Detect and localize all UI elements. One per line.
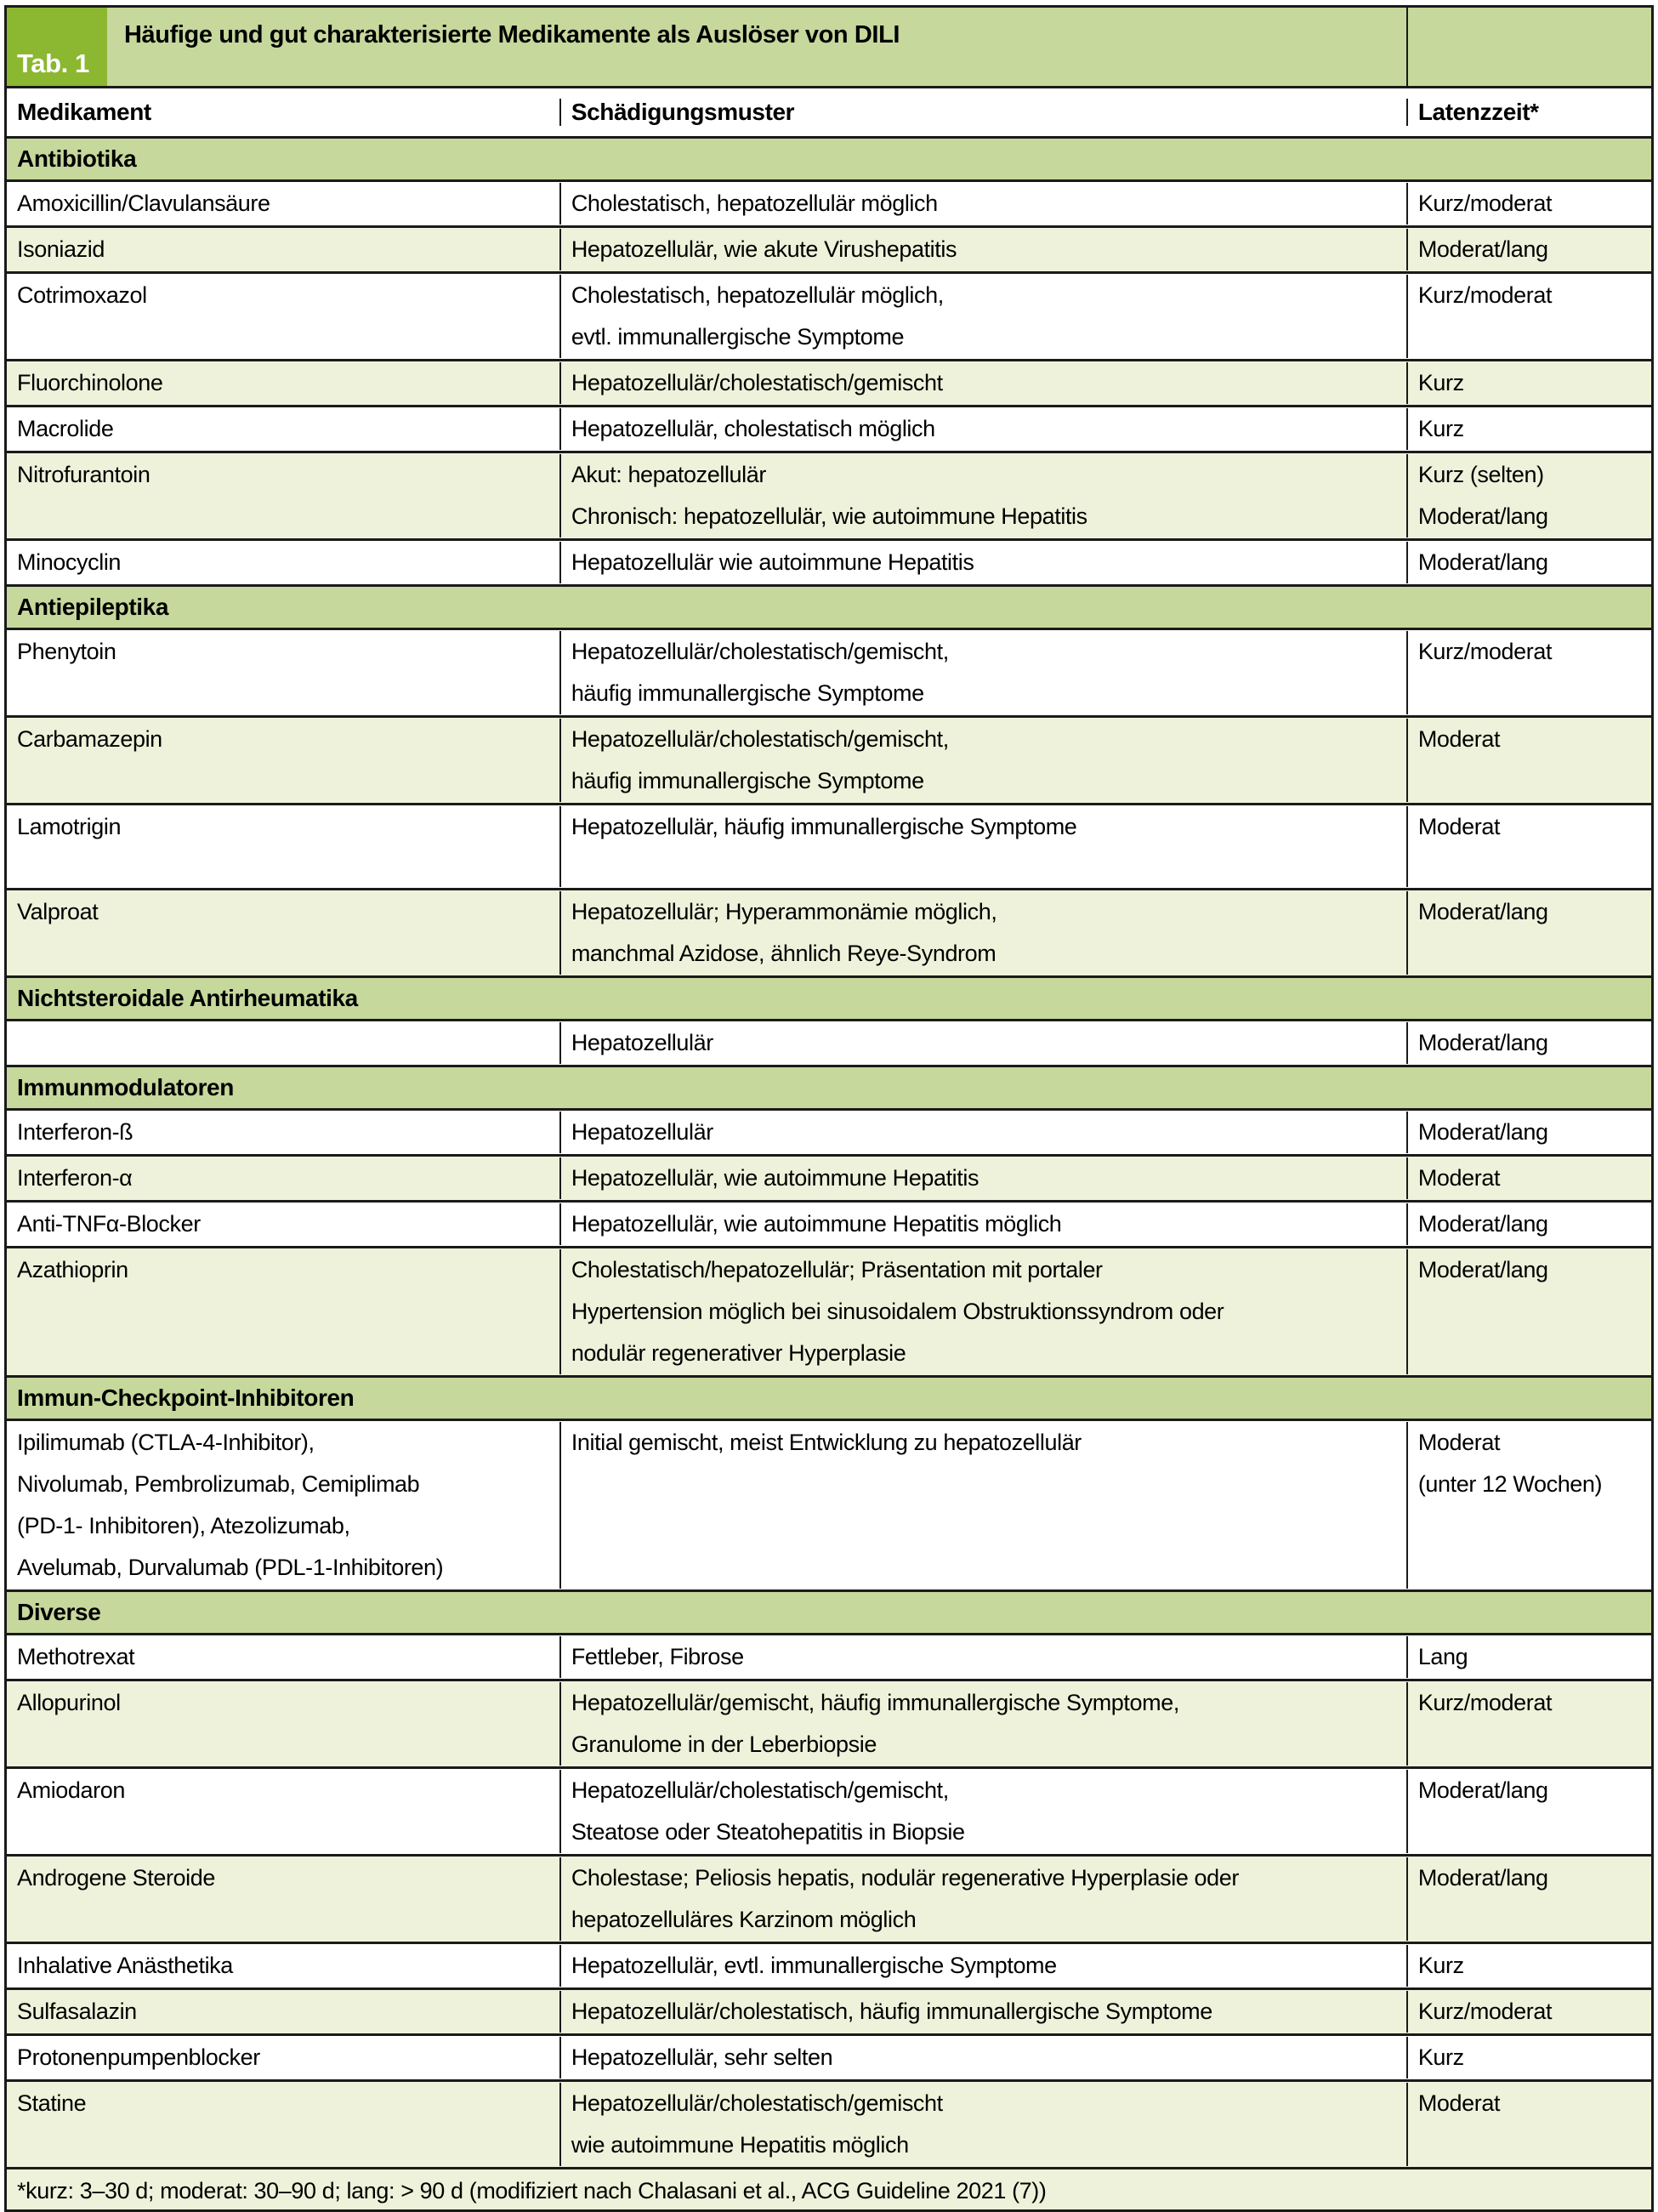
cell-line: Moderat [1417,726,1501,752]
cell-line: Nitrofurantoin [17,462,150,487]
medikament-cell [7,1991,559,2033]
muster-cell [559,2083,1406,2166]
table-row [7,1679,1651,1766]
cell-line: Hepatozellulär, wie autoimmune Hepatitis [571,1165,979,1191]
latenz-cell [1406,1022,1651,1064]
cell-line: Macrolide [17,416,114,441]
muster-cell [559,229,1406,270]
medikament-cell [7,631,559,714]
cell-line: Hepatozellulär [571,1119,713,1145]
table-row [7,1987,1651,2033]
latenz-cell [1406,1857,1651,1941]
section-label: Immunmodulatoren [17,1074,234,1100]
cell-line: Hepatozellulär [571,1030,713,1055]
section-row [7,1589,1651,1633]
table-row [7,179,1651,225]
cell-line: Kurz [1417,370,1464,395]
table-title: Häufige und gut charakterisierte Medikamente als Auslöser von DILI [107,8,1406,86]
section-row [7,1375,1651,1419]
cell-line: Kurz (selten) [1417,462,1544,487]
cell-line: Hepatozellulär, häufig immunallergische Symptome [571,814,1077,839]
muster-cell [559,719,1406,802]
table-row [7,1108,1651,1154]
dili-table [4,5,1654,2212]
cell-line: Moderat/lang [1417,1211,1548,1237]
cell-line: Kurz [1417,2044,1464,2070]
cell-line: Hepatozellulär/cholestatisch/gemischt [571,370,943,395]
section-row [7,136,1651,179]
cell-line: häufig immunallergische Symptome [571,768,924,793]
muster-cell [559,542,1406,583]
cell-line: wie autoimmune Hepatitis möglich [571,2132,909,2158]
muster-cell [559,1422,1406,1589]
table-row [7,359,1651,405]
muster-cell [559,891,1406,975]
muster-cell [559,1682,1406,1766]
tab-badge [7,8,107,86]
cell-line: Isoniazid [17,236,105,262]
table-row [7,888,1651,975]
cell-line: Moderat [1417,1430,1501,1455]
latenz-cell [1406,2037,1651,2078]
latenz-cell [1406,1682,1651,1766]
cell-line: Cotrimoxazol [17,282,147,308]
muster-cell [559,454,1406,537]
latenz-cell [1406,1112,1651,1153]
table-header-band-right [1406,8,1651,86]
latenz-cell [1406,1945,1651,1987]
table-row [7,451,1651,538]
cell-line: Kurz/moderat [1417,1999,1553,2024]
cell-line: evtl. immunallergische Symptome [571,324,905,350]
medikament-cell [7,1203,559,1245]
cell-line: Hepatozellulär, evtl. immunallergische Symptome [571,1953,1057,1978]
medikament-cell [7,891,559,975]
medikament-cell [7,1682,559,1766]
cell-line: Hepatozellulär/cholestatisch/gemischt [571,2090,943,2116]
column-header-medikament: Medikament [17,99,151,125]
table-row [7,803,1651,888]
cell-line: häufig immunallergische Symptome [571,680,924,706]
table-row [7,1200,1651,1246]
cell-line: Phenytoin [17,639,116,664]
cell-line: Carbamazepin [17,726,162,752]
cell-line: Cholestase; Peliosis hepatis, nodulär regenerative Hyperplasie oder [571,1865,1239,1891]
medikament-cell [7,806,559,887]
cell-line: Initial gemischt, meist Entwicklung zu hepatozellulär [571,1430,1082,1455]
muster-cell [559,806,1406,887]
table-row [7,1246,1651,1375]
section-label: Antibiotika [17,145,137,172]
table-body [7,136,1651,2167]
cell-line: Hepatozellulär, cholestatisch möglich [571,416,935,441]
muster-cell [559,1857,1406,1941]
medikament-cell [7,1112,559,1153]
latenz-cell [1406,275,1651,358]
cell-line: Hepatozellulär wie autoimmune Hepatitis [571,549,974,575]
table-row [7,225,1651,271]
medikament-cell [7,454,559,537]
table-row [7,2079,1651,2167]
medikament-cell [7,1249,559,1374]
cell-line: (PD-1- Inhibitoren), Atezolizumab, [17,1513,350,1538]
latenz-cell [1406,719,1651,802]
medikament-cell [7,1636,559,1678]
cell-line: Androgene Steroide [17,1865,215,1891]
latenz-cell [1406,542,1651,583]
medikament-cell [7,719,559,802]
cell-line: Moderat/lang [1417,503,1548,529]
section-label: Nichtsteroidale Antirheumatika [17,985,358,1011]
latenz-cell [1406,183,1651,225]
cell-line: Kurz/moderat [1417,282,1553,308]
medikament-cell [7,362,559,404]
latenz-cell [1406,1157,1651,1199]
cell-line: Amoxicillin/Clavulansäure [17,190,270,216]
cell-line: Hepatozellulär, wie autoimmune Hepatitis möglich [571,1211,1062,1237]
cell-line: Fluorchinolone [17,370,163,395]
medikament-cell [7,1770,559,1853]
cell-line: Cholestatisch/hepatozellulär; Präsentation mit portaler [571,1257,1103,1282]
latenz-cell [1406,2083,1651,2166]
cell-line: Moderat [1417,814,1501,839]
cell-line: Moderat/lang [1417,1257,1548,1282]
section-label: Antiepileptika [17,594,168,620]
table-row [7,405,1651,451]
cell-line: Hepatozellulär/cholestatisch/gemischt, [571,639,949,664]
cell-line: Minocyclin [17,549,122,575]
table-row [7,271,1651,359]
latenz-cell [1406,1770,1651,1853]
cell-line: manchmal Azidose, ähnlich Reye-Syndrom [571,941,997,966]
muster-cell [559,1112,1406,1153]
muster-cell [559,1636,1406,1678]
medikament-cell [7,1022,559,1064]
table-row [7,2033,1651,2079]
medikament-cell [7,1157,559,1199]
latenz-cell [1406,408,1651,450]
cell-line: hepatozelluläres Karzinom möglich [571,1907,917,1932]
cell-line: Hepatozellulär, sehr selten [571,2044,833,2070]
cell-line: Inhalative Anästhetika [17,1953,233,1978]
tab-badge-label: Tab. 1 [17,48,89,78]
medikament-cell [7,542,559,583]
latenz-cell [1406,1636,1651,1678]
table-row [7,1019,1651,1065]
latenz-cell [1406,806,1651,887]
table-row [7,1854,1651,1942]
cell-line: Valproat [17,899,99,924]
muster-cell [559,1991,1406,2033]
table-row [7,715,1651,803]
cell-line: Hepatozellulär/cholestatisch/gemischt, [571,1777,949,1803]
cell-line: Kurz [1417,416,1464,441]
latenz-cell [1406,631,1651,714]
medikament-cell [7,1945,559,1987]
cell-line: Kurz/moderat [1417,1690,1553,1715]
column-header-latenzzeit: Latenzzeit* [1406,99,1651,126]
latenz-cell [1406,229,1651,270]
cell-line: Moderat [1417,1165,1501,1191]
section-row [7,975,1651,1019]
cell-line: Anti-TNFα-Blocker [17,1211,201,1237]
cell-line: Statine [17,2090,87,2116]
cell-line: Hypertension möglich bei sinusoidalem Obstruktionssyndrom oder [571,1299,1224,1324]
cell-line: Hepatozellulär; Hyperammonämie möglich, [571,899,997,924]
cell-line: Akut: hepatozellulär [571,462,766,487]
cell-line: Moderat/lang [1417,1865,1548,1891]
muster-cell [559,631,1406,714]
cell-line: Kurz/moderat [1417,639,1553,664]
muster-cell [559,362,1406,404]
cell-line: Moderat/lang [1417,1030,1548,1055]
cell-line: Moderat/lang [1417,549,1548,575]
section-row [7,584,1651,628]
cell-line: Kurz/moderat [1417,190,1553,216]
cell-line: Allopurinol [17,1690,121,1715]
cell-line: Moderat [1417,2090,1501,2116]
section-row [7,1065,1651,1108]
medikament-cell [7,183,559,225]
cell-line: Azathioprin [17,1257,128,1282]
cell-line: Nivolumab, Pembrolizumab, Cemiplimab [17,1471,420,1497]
cell-line: nodulär regenerativer Hyperplasie [571,1340,906,1366]
cell-line: Amiodaron [17,1777,125,1803]
muster-cell [559,408,1406,450]
table-row [7,1419,1651,1589]
medikament-cell [7,1422,559,1589]
cell-line: Moderat/lang [1417,1119,1548,1145]
muster-cell [559,1203,1406,1245]
cell-line: Moderat/lang [1417,899,1548,924]
cell-line: Cholestatisch, hepatozellulär möglich [571,190,938,216]
latenz-cell [1406,1991,1651,2033]
table-row [7,1942,1651,1987]
latenz-cell [1406,1203,1651,1245]
muster-cell [559,1770,1406,1853]
latenz-cell [1406,1249,1651,1374]
cell-line: Granulome in der Leberbiopsie [571,1732,877,1757]
latenz-cell [1406,891,1651,975]
muster-cell [559,275,1406,358]
muster-cell [559,1945,1406,1987]
cell-line: Lamotrigin [17,814,122,839]
column-header-row [7,86,1651,136]
cell-line: Lang [1417,1644,1468,1669]
table-row [7,628,1651,715]
cell-line: Interferon-ß [17,1119,133,1145]
footnote: *kurz: 3–30 d; moderat: 30–90 d; lang: > 90 d (modifiziert nach Chalasani et al., ACG Guideline 2021 (7)) [7,2167,1651,2209]
section-label: Immun-Checkpoint-Inhibitoren [17,1385,355,1411]
table-row [7,1633,1651,1679]
cell-line: Hepatozellulär/gemischt, häufig immunallergische Symptome, [571,1690,1179,1715]
cell-line: Sulfasalazin [17,1999,137,2024]
cell-line: Fettleber, Fibrose [571,1644,744,1669]
cell-line: Hepatozellulär/cholestatisch, häufig immunallergische Symptome [571,1999,1212,2024]
latenz-cell [1406,362,1651,404]
cell-line: Hepatozellulär/cholestatisch/gemischt, [571,726,949,752]
cell-line: (unter 12 Wochen) [1417,1471,1603,1497]
table-row [7,1766,1651,1854]
medikament-cell [7,229,559,270]
table-row [7,1154,1651,1200]
latenz-cell [1406,1422,1651,1589]
column-header-schaedigungsmuster: Schädigungsmuster [559,99,1406,126]
medikament-cell [7,275,559,358]
table-header-band [7,8,1651,86]
cell-line: Kurz [1417,1953,1464,1978]
cell-line: Steatose oder Steatohepatitis in Biopsie [571,1819,965,1845]
cell-line: Moderat/lang [1417,1777,1548,1803]
muster-cell [559,1157,1406,1199]
cell-line: Interferon-α [17,1165,133,1191]
table-row [7,538,1651,584]
cell-line: Methotrexat [17,1644,135,1669]
cell-line: Ipilimumab (CTLA-4-Inhibitor), [17,1430,315,1455]
muster-cell [559,1249,1406,1374]
cell-line: Protonenpumpenblocker [17,2044,260,2070]
cell-line: Cholestatisch, hepatozellulär möglich, [571,282,944,308]
medikament-cell [7,2037,559,2078]
medikament-cell [7,2083,559,2166]
cell-line: Avelumab, Durvalumab (PDL-1-Inhibitoren) [17,1555,444,1580]
muster-cell [559,183,1406,225]
section-label: Diverse [17,1599,101,1625]
muster-cell [559,2037,1406,2078]
muster-cell [559,1022,1406,1064]
cell-line: Hepatozellulär, wie akute Virushepatitis [571,236,957,262]
medikament-cell [7,1857,559,1941]
latenz-cell [1406,454,1651,537]
cell-line: Moderat/lang [1417,236,1548,262]
cell-line: Chronisch: hepatozellulär, wie autoimmune Hepatitis [571,503,1087,529]
medikament-cell [7,408,559,450]
